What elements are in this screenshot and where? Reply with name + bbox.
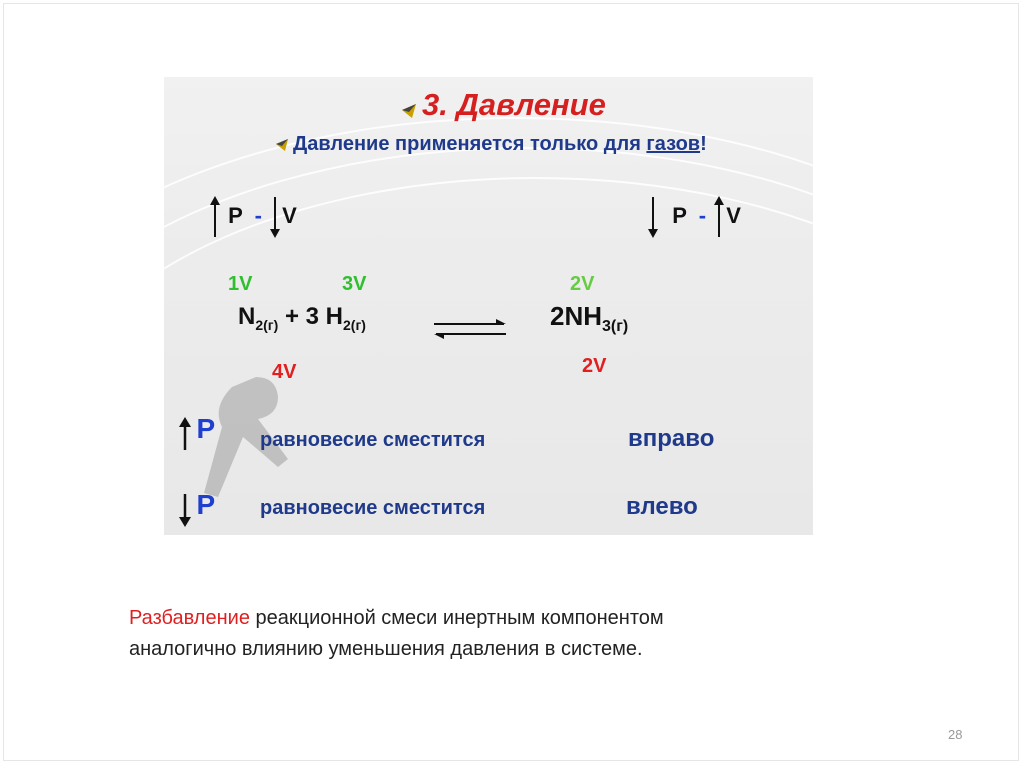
pv-left-v: V xyxy=(282,202,297,228)
pv-right-v: V xyxy=(726,202,741,228)
n2-subscript: 2(г) xyxy=(255,316,279,333)
pv-right-dash: - xyxy=(698,202,707,228)
footer-highlight: Разбавление xyxy=(129,607,250,629)
equilibrium-arrows-icon xyxy=(432,317,508,341)
arrow-up-icon xyxy=(208,195,222,239)
note-exclaim: ! xyxy=(700,133,707,155)
row-up-direction: вправо xyxy=(628,425,715,452)
slide-title: 3. Давление xyxy=(422,87,606,122)
bullet-icon xyxy=(400,102,418,120)
n2-formula: N xyxy=(238,303,256,330)
row-down-direction: влево xyxy=(626,493,698,520)
nh3-subscript: 3(г) xyxy=(602,318,629,336)
footer-paragraph xyxy=(129,603,664,665)
pv-left-p: P xyxy=(228,202,243,228)
footer-line1: реакционной смеси инертным компонентом xyxy=(249,607,664,629)
page-number: 28 xyxy=(948,727,963,742)
h2-formula: + 3 H xyxy=(284,303,343,330)
arrow-up-icon xyxy=(712,195,726,239)
product xyxy=(550,301,628,336)
reactants xyxy=(238,303,366,333)
pv-right-p: P xyxy=(672,202,687,228)
gas-note xyxy=(274,133,707,156)
pv-left xyxy=(208,195,297,239)
footer-line2: аналогично влиянию уменьшения давления в системе. xyxy=(129,638,643,660)
pv-right xyxy=(646,195,741,239)
title-row xyxy=(400,87,606,123)
slide-image-panel xyxy=(164,77,813,535)
row-up-text: равновесие сместится xyxy=(260,429,486,451)
bullet-icon xyxy=(274,137,290,153)
note-text: Давление применяется только для xyxy=(293,133,647,155)
row-up-p: P xyxy=(196,413,216,444)
arrow-down-icon xyxy=(646,195,660,239)
pv-left-dash: - xyxy=(254,202,262,228)
arrow-down-icon xyxy=(178,492,192,528)
nh3-formula: 2NH xyxy=(550,301,603,331)
arrow-up-icon xyxy=(178,416,192,452)
row-down-p: P xyxy=(196,489,216,520)
arrow-down-icon xyxy=(268,195,282,239)
h2-subscript: 2(г) xyxy=(343,316,366,333)
vol-n2: 1V xyxy=(228,273,253,295)
row-pressure-down xyxy=(178,489,215,528)
vol-h2: 3V xyxy=(342,273,367,295)
note-gases: газов xyxy=(646,133,701,155)
total-left: 4V xyxy=(272,361,297,383)
row-pressure-up xyxy=(178,413,215,452)
vol-nh3: 2V xyxy=(570,273,595,295)
row-down-text: равновесие сместится xyxy=(260,497,486,519)
total-right: 2V xyxy=(582,355,607,377)
